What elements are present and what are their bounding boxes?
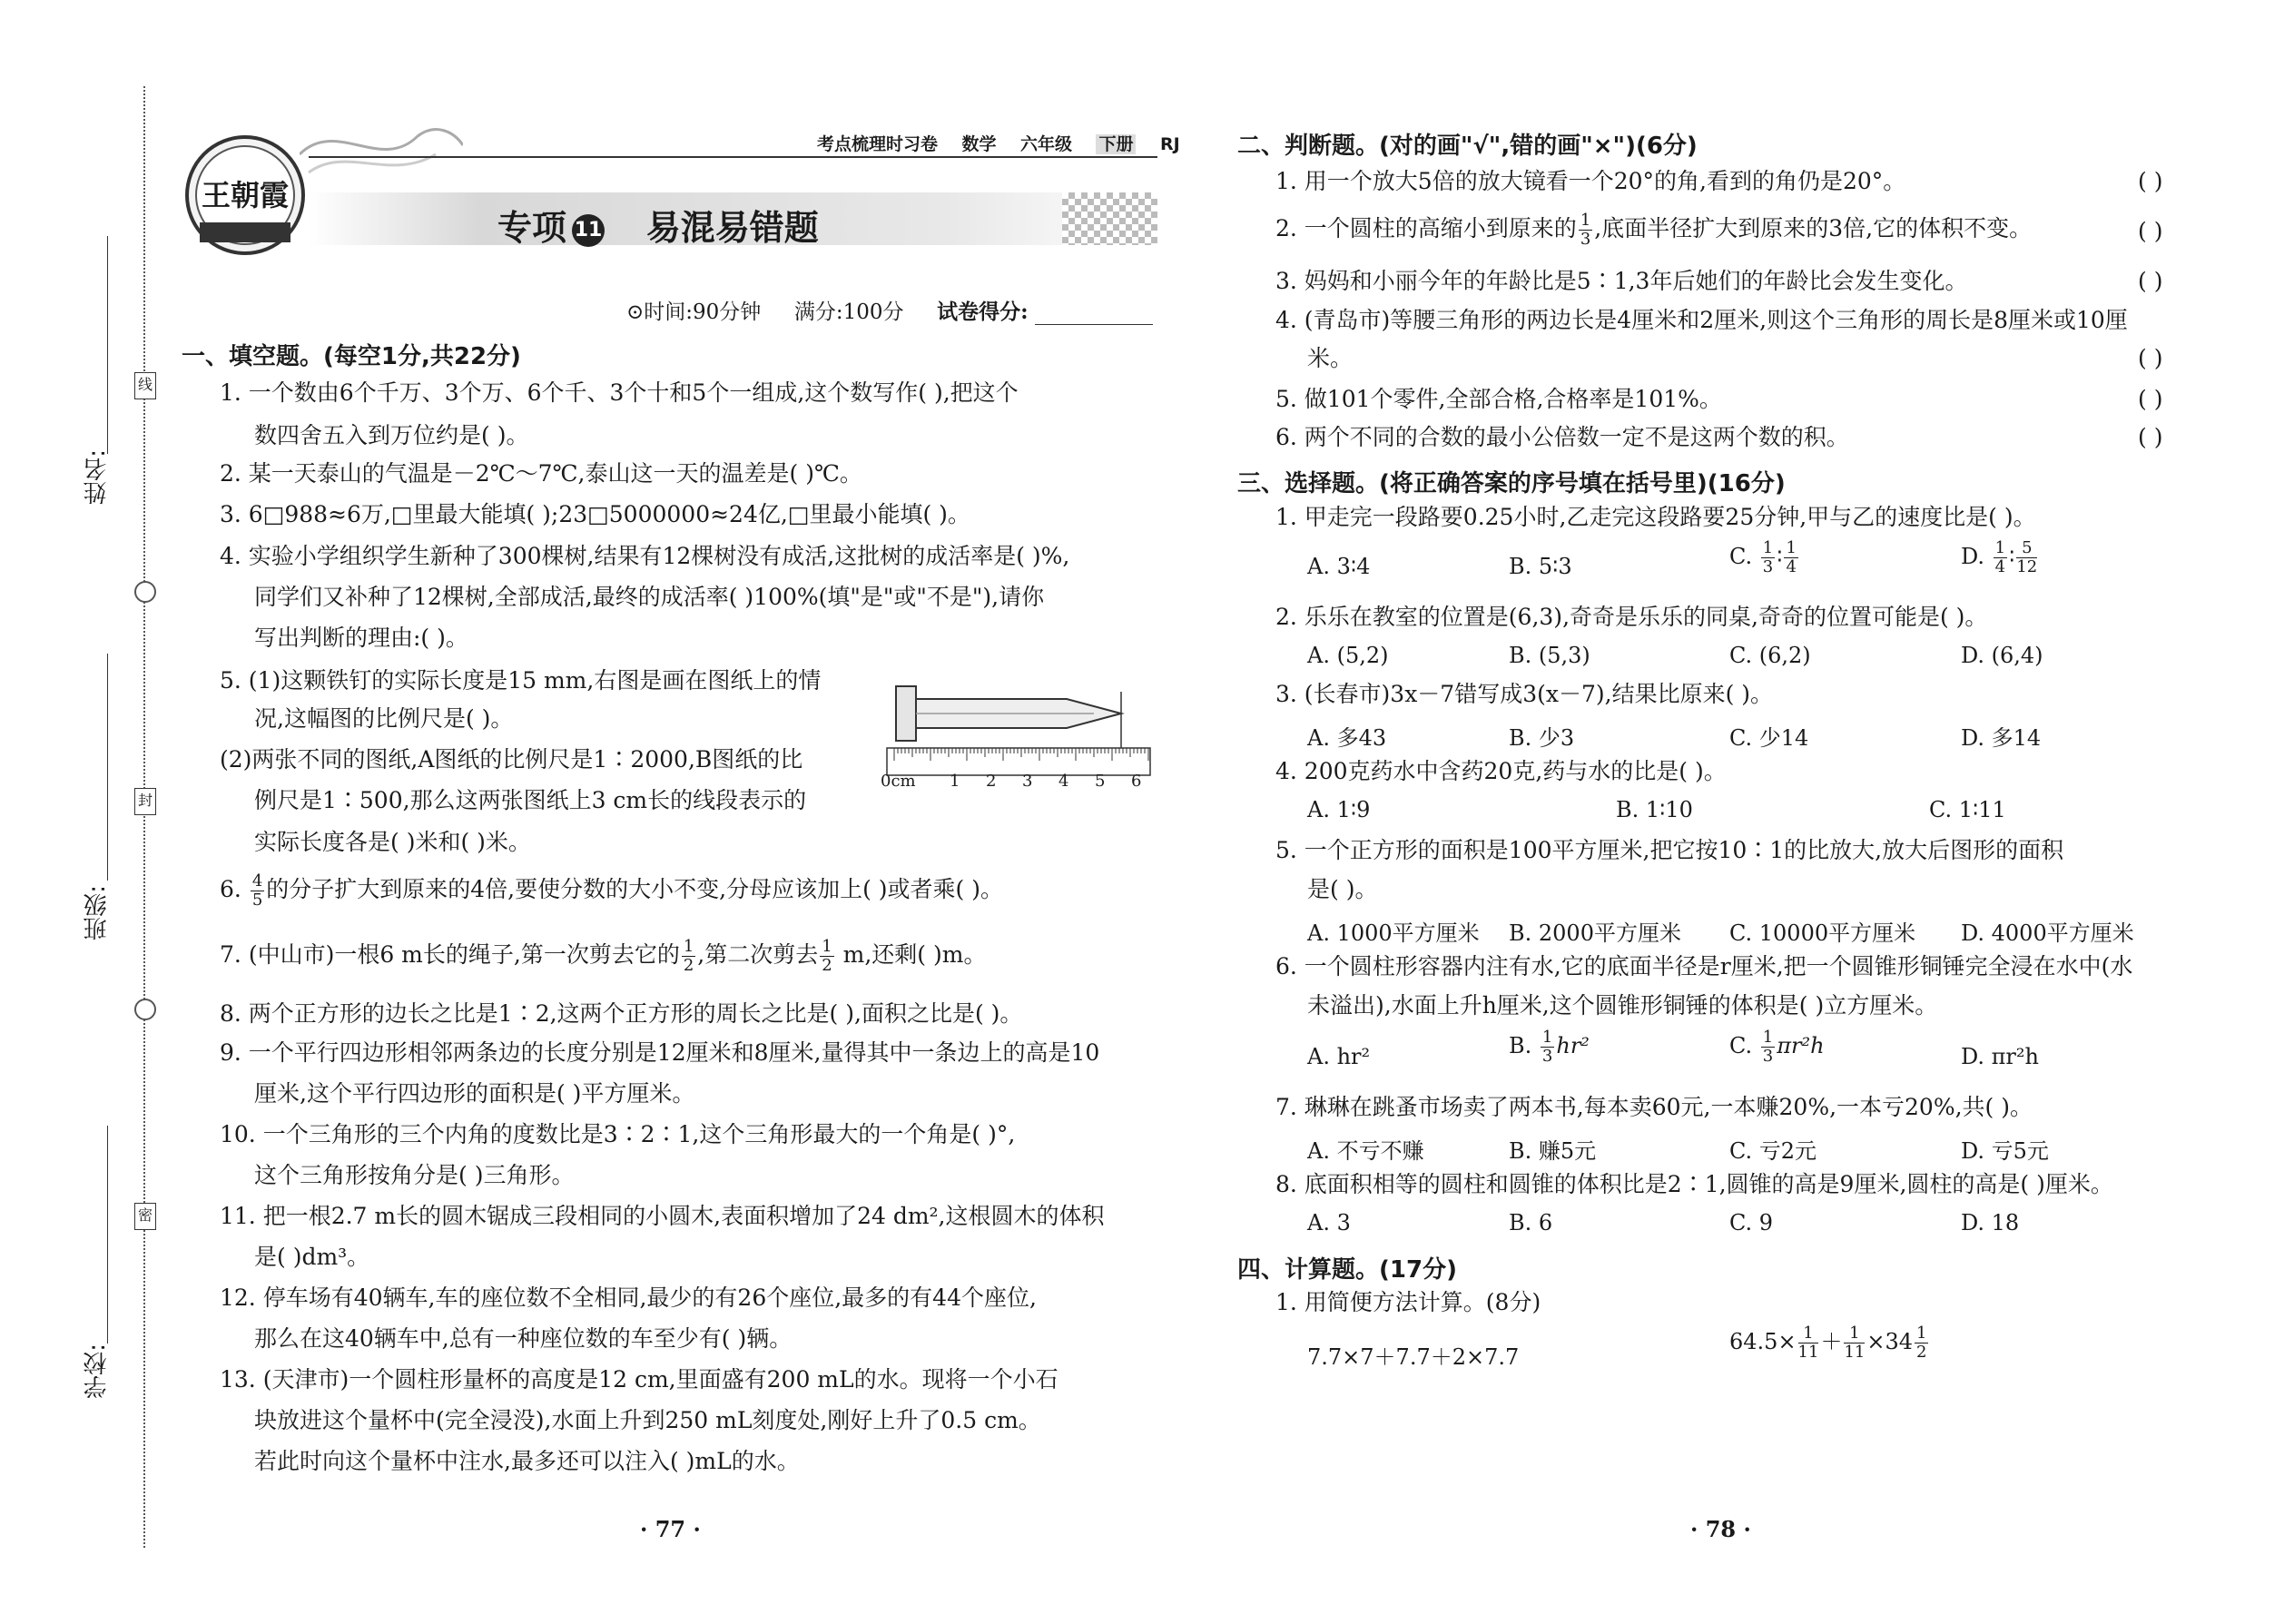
ruler-label: 4 xyxy=(1058,772,1069,791)
q5-line4: 例尺是1∶500,那么这两张图纸上3 cm长的线段表示的 xyxy=(254,787,807,813)
choice-q3-option-a[interactable]: A. 多43 xyxy=(1307,725,1387,751)
exam-meta xyxy=(626,295,1153,325)
fraction-1-4: $\frac{1}{4}$ xyxy=(1786,538,1797,576)
judge-q2-text-a: 2. 一个圆柱的高缩小到原来的 xyxy=(1275,215,1577,241)
name-label: 姓名: xyxy=(84,449,111,505)
ruler-label: 6 xyxy=(1131,772,1142,791)
q7-number: 7. xyxy=(220,941,241,968)
ruler-label: 1 xyxy=(950,772,960,791)
choice-q5-option-d[interactable]: D. 4000平方厘米 xyxy=(1961,920,2134,946)
q5-line2: 况,这幅图的比例尺是( )。 xyxy=(254,705,514,732)
choice-q6-option-a[interactable]: A. hr² xyxy=(1307,1044,1371,1069)
choice-q2: 2. 乐乐在教室的位置是(6,3),奇奇是乐乐的同桌,奇奇的位置可能是( )。 xyxy=(1275,604,1988,630)
choice-q3-option-b[interactable]: B. 少3 xyxy=(1509,725,1575,751)
section3-title: 三、选择题。(将正确答案的序号填在括号里)(16分) xyxy=(1237,470,1786,497)
choice-q3-option-c[interactable]: C. 少14 xyxy=(1729,725,1809,751)
q11-line2: 是( )dm³。 xyxy=(254,1244,370,1270)
section1-title: 一、填空题。(每空1分,共22分) xyxy=(182,343,521,370)
choice-q6-option-b[interactable] xyxy=(1509,1028,1590,1066)
fraction-1-4: $\frac{1}{4}$ xyxy=(1994,538,2006,576)
q6-line xyxy=(220,870,1003,910)
fraction-1-11: $\frac{1}{11}$ xyxy=(1844,1324,1866,1362)
choice-q3-option-d[interactable]: D. 多14 xyxy=(1961,725,2042,751)
judge-answer-3[interactable]: ( ) xyxy=(2138,268,2163,294)
class-label: 班级: xyxy=(84,885,111,940)
q12-line2: 那么在这40辆车中,总有一种座位数的车至少有( )辆。 xyxy=(254,1325,793,1352)
judge-q6: 6. 两个不同的合数的最小公倍数一定不是这两个数的积。 xyxy=(1275,424,1849,450)
choice-q2-option-a[interactable]: A. (5,2) xyxy=(1307,643,1389,668)
choice-q5-option-b[interactable]: B. 2000平方厘米 xyxy=(1509,920,1681,946)
q3-line: 3. 6□988≈6万,□里最大能填( );23□5000000≈24亿,□里最小能填( )。 xyxy=(220,501,970,527)
judge-q1: 1. 用一个放大5倍的放大镜看一个20°的角,看到的角仍是20°。 xyxy=(1275,168,1906,194)
option-letter: C. xyxy=(1729,1033,1753,1058)
judge-q2-text-b: ,底面半径扩大到原来的3倍,它的体积不变。 xyxy=(1594,215,2033,241)
fraction-1-2: $\frac{1}{2}$ xyxy=(822,937,832,975)
title-number-badge: 11 xyxy=(572,214,605,247)
judge-q3: 3. 妈妈和小丽今年的年龄比是5∶1,3年后她们的年龄比会发生变化。 xyxy=(1275,268,1968,294)
q13-line1: 13. (天津市)一个圆柱形量杯的高度是12 cm,里面盛有200 mL的水。现将一个小石 xyxy=(220,1366,1058,1393)
choice-q5-option-a[interactable]: A. 1000平方厘米 xyxy=(1307,920,1480,946)
logo-seal xyxy=(182,132,309,259)
choice-q5-option-c[interactable]: C. 10000平方厘米 xyxy=(1729,920,1916,946)
q6-text: 的分子扩大到原来的4倍,要使分数的大小不变,分母应该加上( )或者乘( )。 xyxy=(266,876,1003,902)
name-line[interactable] xyxy=(107,236,108,454)
calc-expression-2 xyxy=(1729,1324,1930,1362)
judge-answer-5[interactable]: ( ) xyxy=(2138,386,2163,412)
choice-q5-line2: 是( )。 xyxy=(1307,876,1378,902)
judge-answer-4[interactable]: ( ) xyxy=(2138,345,2163,371)
q10-line2: 这个三角形按角分是( )三角形。 xyxy=(254,1162,575,1188)
ribbon-decoration xyxy=(300,118,463,191)
q5-line1: 5. (1)这颗铁钉的实际长度是15 mm,右图是画在图纸上的情 xyxy=(220,667,822,694)
fraction-1-3: $\frac{1}{3}$ xyxy=(1541,1028,1553,1066)
q9-line1: 9. 一个平行四边形相邻两条边的长度分别是12厘米和8厘米,量得其中一条边上的高是10 xyxy=(220,1039,1100,1066)
fraction-1-11: $\frac{1}{11}$ xyxy=(1797,1324,1819,1362)
binding-dotted-line xyxy=(143,86,145,1548)
choice-q6-line1: 6. 一个圆柱形容器内注有水,它的底面半径是r厘米,把一个圆锥形铜锤完全浸在水中(水 xyxy=(1275,953,2133,979)
option-letter: D. xyxy=(1961,544,1985,569)
q2-line: 2. 某一天泰山的气温是－2℃～7℃,泰山这一天的温差是( )℃。 xyxy=(220,460,862,487)
binding-hole-icon xyxy=(134,581,156,603)
header-info xyxy=(817,131,1180,155)
choice-q1: 1. 甲走完一段路要0.25小时,乙走完这段路要25分钟,甲与乙的速度比是( )。 xyxy=(1275,504,2036,530)
judge-answer-6[interactable]: ( ) xyxy=(2138,424,2163,450)
fraction-4-5: $\frac{4}{5}$ xyxy=(251,871,263,910)
judge-q2 xyxy=(1275,209,2032,249)
choice-q6-option-c[interactable] xyxy=(1729,1028,1825,1066)
choice-q7: 7. 琳琳在跳蚤市场卖了两本书,每本卖60元,一本赚20%,一本亏20%,共( )。 xyxy=(1275,1094,2033,1120)
q1-line2: 数四舍五入到万位约是( )。 xyxy=(254,422,529,448)
ruler-labels xyxy=(881,772,1153,793)
q7-line xyxy=(220,935,986,975)
seal-box-3: 密 xyxy=(134,1203,156,1230)
fraction-1-3: $\frac{1}{3}$ xyxy=(1580,211,1591,249)
ruler-label: 3 xyxy=(1022,772,1033,791)
q5-line3: (2)两张不同的图纸,A图纸的比例尺是1∶2000,B图纸的比 xyxy=(220,746,803,773)
choice-q6-line2: 未溢出),水面上升h厘米,这个圆锥形铜锤的体积是( )立方厘米。 xyxy=(1307,992,1938,1019)
choice-q2-option-d[interactable]: D. (6,4) xyxy=(1961,643,2043,668)
q7-text-b: ,第二次剪去 xyxy=(697,941,819,968)
q4-line2: 同学们又补种了12棵树,全部成活,最终的成活率( )100%(填"是"或"不是"),请你 xyxy=(254,584,1045,610)
fraction-1-2: $\frac{1}{2}$ xyxy=(683,937,694,975)
judge-answer-2[interactable]: ( ) xyxy=(2138,218,2163,244)
q13-line2: 块放进这个量杯中(完全浸没),水面上升到250 mL刻度处,刚好上升了0.5 cm。 xyxy=(254,1407,1041,1433)
choice-q3: 3. (长春市)3x－7错写成3(x－7),结果比原来( )。 xyxy=(1275,681,1774,707)
choice-q5-line1: 5. 一个正方形的面积是100平方厘米,把它按10∶1的比放大,放大后图形的面积 xyxy=(1275,837,2064,863)
choice-q1-option-a[interactable]: A. 3∶4 xyxy=(1307,554,1371,579)
series-name: 考点梳理时习卷 xyxy=(817,134,939,154)
fraction-1-3: $\frac{1}{3}$ xyxy=(1762,538,1774,576)
edition: RJ xyxy=(1159,134,1180,154)
q10-line1: 10. 一个三角形的三个内角的度数比是3∶2∶1,这个三角形最大的一个角是( )°, xyxy=(220,1121,1016,1147)
judge-q4-line1: 4. (青岛市)等腰三角形的两边长是4厘米和2厘米,则这个三角形的周长是8厘米或10厘 xyxy=(1275,307,2128,333)
judge-q4-line2: 米。 xyxy=(1307,345,1354,371)
section2-title: 二、判断题。(对的画"√",错的画"×")(6分) xyxy=(1237,133,1698,160)
q7-text-a: (中山市)一根6 m长的绳子,第一次剪去它的 xyxy=(248,941,680,968)
class-line[interactable] xyxy=(107,654,108,881)
option-b-expression: hr² xyxy=(1556,1033,1590,1058)
q4-line1: 4. 实验小学组织学生新种了300棵树,结果有12棵树没有成活,这批树的成活率是( )%, xyxy=(220,543,1070,569)
title-text: 易混易错题 xyxy=(645,208,819,248)
choice-q2-option-c[interactable]: C. (6,2) xyxy=(1729,643,1811,668)
full-score: 满分:100分 xyxy=(793,300,904,324)
expr2-part-c: ×34 xyxy=(1866,1329,1914,1354)
fraction-1-2: $\frac{1}{2}$ xyxy=(1916,1324,1927,1362)
option-c-expression: πr²h xyxy=(1777,1033,1825,1058)
header-rule xyxy=(309,156,1157,158)
page-number-right: · 78 · xyxy=(1690,1516,1751,1542)
calc-expression-1: 7.7×7＋7.7＋2×7.7 xyxy=(1307,1344,1520,1370)
choice-q8-option-b[interactable]: B. 6 xyxy=(1509,1210,1553,1235)
choice-q8: 8. 底面积相等的圆柱和圆锥的体积比是2∶1,圆锥的高是9厘米,圆柱的高是( )厘米。 xyxy=(1275,1171,2113,1197)
grade: 六年级 xyxy=(1019,134,1072,154)
choice-q4: 4. 200克药水中含药20克,药与水的比是( )。 xyxy=(1275,758,1727,784)
ruler-label: 2 xyxy=(986,772,997,791)
binding-hole-icon xyxy=(134,999,156,1020)
choice-q7-option-d[interactable]: D. 亏5元 xyxy=(1961,1138,2049,1164)
school-line[interactable] xyxy=(107,1126,108,1343)
time-limit: ⊙时间:90分钟 xyxy=(626,300,762,324)
logo-text: 王朝霞 xyxy=(202,178,290,212)
choice-q1-option-b[interactable]: B. 5∶3 xyxy=(1509,554,1572,579)
seal-box-2: 封 xyxy=(134,788,156,815)
choice-q1-option-d[interactable]: D. $\frac{1}{4}$ ∶ $\frac{5}{12}$ xyxy=(1961,538,2038,576)
fraction-5-12: $\frac{5}{12}$ xyxy=(2016,538,2038,576)
choice-q7-option-b[interactable]: B. 赚5元 xyxy=(1509,1138,1597,1164)
judge-q5: 5. 做101个零件,全部合格,合格率是101%。 xyxy=(1275,386,1722,412)
q5-line5: 实际长度各是( )米和( )米。 xyxy=(254,829,531,855)
title-prefix: 专项 xyxy=(497,208,567,248)
q9-line2: 厘米,这个平行四边形的面积是( )平方厘米。 xyxy=(254,1080,695,1107)
checker-pattern xyxy=(1062,192,1157,245)
choice-q6-option-d[interactable]: D. πr²h xyxy=(1961,1044,2039,1069)
choice-q4-option-a[interactable]: A. 1∶9 xyxy=(1307,797,1371,822)
subject: 数学 xyxy=(961,134,997,154)
judge-answer-1[interactable]: ( ) xyxy=(2138,168,2163,194)
q1-line1: 1. 一个数由6个千万、3个万、6个千、3个十和5个一组成,这个数写作( ),把这个 xyxy=(220,379,1019,406)
option-letter: C. xyxy=(1729,544,1753,569)
q13-line3: 若此时向这个量杯中注水,最多还可以注入( )mL的水。 xyxy=(254,1448,800,1474)
choice-q1-option-c[interactable]: C. $\frac{1}{3}$ ∶ $\frac{1}{4}$ xyxy=(1729,538,1797,576)
expr2-part-b: ＋ xyxy=(1820,1329,1843,1354)
choice-q7-option-a[interactable]: A. 不亏不赚 xyxy=(1307,1138,1424,1164)
score-input[interactable] xyxy=(1035,300,1153,325)
choice-q7-option-c[interactable]: C. 亏2元 xyxy=(1729,1138,1817,1164)
fraction-1-3: $\frac{1}{3}$ xyxy=(1762,1028,1774,1066)
volume: 下册 xyxy=(1096,134,1136,154)
choice-q8-option-c[interactable]: C. 9 xyxy=(1729,1210,1774,1235)
seal-box-1: 线 xyxy=(134,372,156,399)
q6-number: 6. xyxy=(220,876,241,902)
ruler-label: 5 xyxy=(1095,772,1106,791)
choice-q4-option-c[interactable]: C. 1∶11 xyxy=(1929,797,2006,822)
score-label: 试卷得分: xyxy=(937,300,1029,324)
q12-line1: 12. 停车场有40辆车,车的座位数不全相同,最少的有26个座位,最多的有44个座位, xyxy=(220,1284,1037,1311)
ruler-label: 0cm xyxy=(881,772,916,791)
calc-q1: 1. 用简便方法计算。(8分) xyxy=(1275,1289,1541,1315)
page-title xyxy=(497,200,819,250)
q4-line3: 写出判断的理由:( )。 xyxy=(254,625,468,651)
option-letter: B. xyxy=(1509,1033,1532,1058)
page-number-left: · 77 · xyxy=(640,1516,701,1542)
expr2-part-a: 64.5× xyxy=(1729,1329,1797,1354)
section4-title: 四、计算题。(17分) xyxy=(1237,1256,1457,1284)
choice-q8-option-a[interactable]: A. 3 xyxy=(1307,1210,1351,1235)
school-label: 学校: xyxy=(84,1343,111,1399)
choice-q2-option-b[interactable]: B. (5,3) xyxy=(1509,643,1590,668)
q7-text-c: m,还剩( )m。 xyxy=(835,941,987,968)
choice-q8-option-d[interactable]: D. 18 xyxy=(1961,1210,2020,1235)
q11-line1: 11. 把一根2.7 m长的圆木锯成三段相同的小圆木,表面积增加了24 dm²,这根圆木的体积 xyxy=(220,1203,1105,1229)
q8-line: 8. 两个正方形的边长之比是1∶2,这两个正方形的周长之比是( ),面积之比是( )。 xyxy=(220,1000,1023,1027)
choice-q4-option-b[interactable]: B. 1∶10 xyxy=(1616,797,1693,822)
